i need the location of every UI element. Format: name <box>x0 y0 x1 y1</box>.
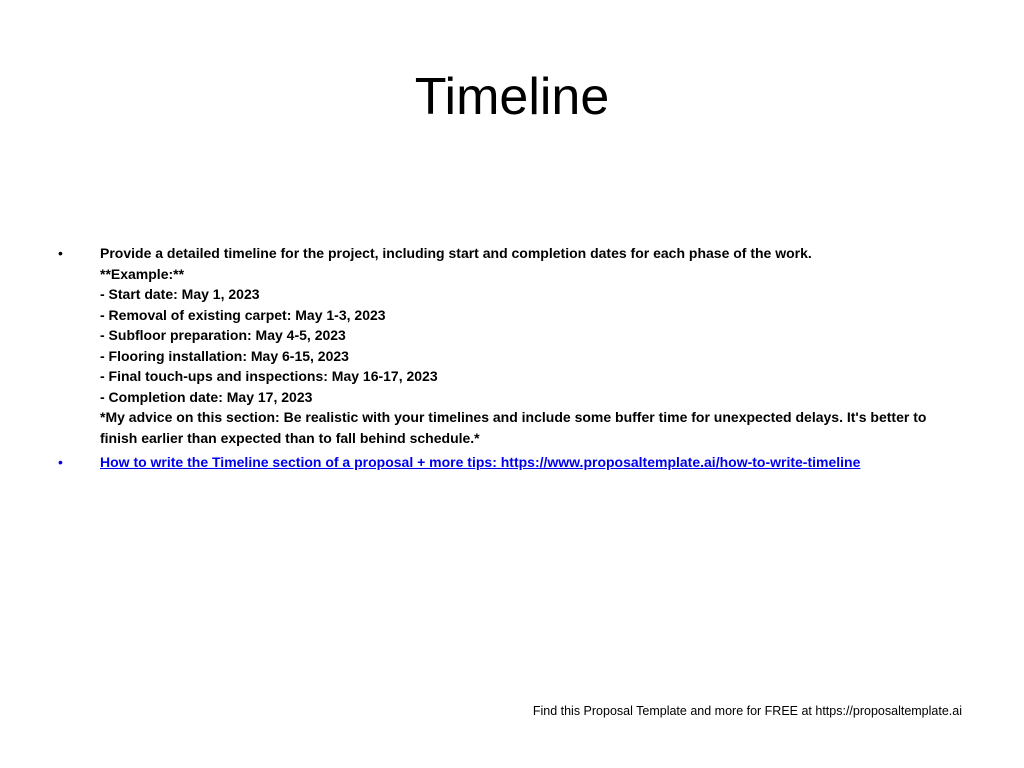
how-to-link[interactable]: How to write the Timeline section of a proposal + more tips: https://www.proposaltemplate.ai/how-to-write-timeline <box>100 454 861 470</box>
bullet-text <box>100 243 958 448</box>
slide-title: Timeline <box>414 68 610 126</box>
timeline-item-start: - Start date: May 1, 2023 <box>100 286 260 302</box>
bullet-item-link <box>58 452 958 473</box>
example-heading: **Example:** <box>100 265 185 282</box>
timeline-item-flooring: - Flooring installation: May 6-15, 2023 <box>100 347 349 364</box>
timeline-item-touchups: - Final touch-ups and inspections: May 16-17, 2023 <box>100 368 438 384</box>
footer-text: Find this Proposal Template and more for FREE at https://proposaltemplate.ai <box>532 704 962 718</box>
bullet-list <box>58 243 958 473</box>
intro-line: Provide a detailed timeline for the project, including start and completion dates for each phase of the work. <box>100 245 812 261</box>
timeline-item-completion: - Completion date: May 17, 2023 <box>100 388 313 405</box>
timeline-item-removal: - Removal of existing carpet: May 1-3, 2023 <box>100 306 386 323</box>
advice-note: *My advice on this section: Be realistic with your timelines and include some buffer time for unexpected delays. It's better to finish earlier than expected than to fall behind schedule.* <box>100 409 927 446</box>
timeline-item-subfloor: - Subfloor preparation: May 4-5, 2023 <box>100 327 346 343</box>
bullet-item-timeline <box>58 243 958 448</box>
bullet-marker: • <box>58 245 63 261</box>
bullet-marker: • <box>58 454 63 470</box>
